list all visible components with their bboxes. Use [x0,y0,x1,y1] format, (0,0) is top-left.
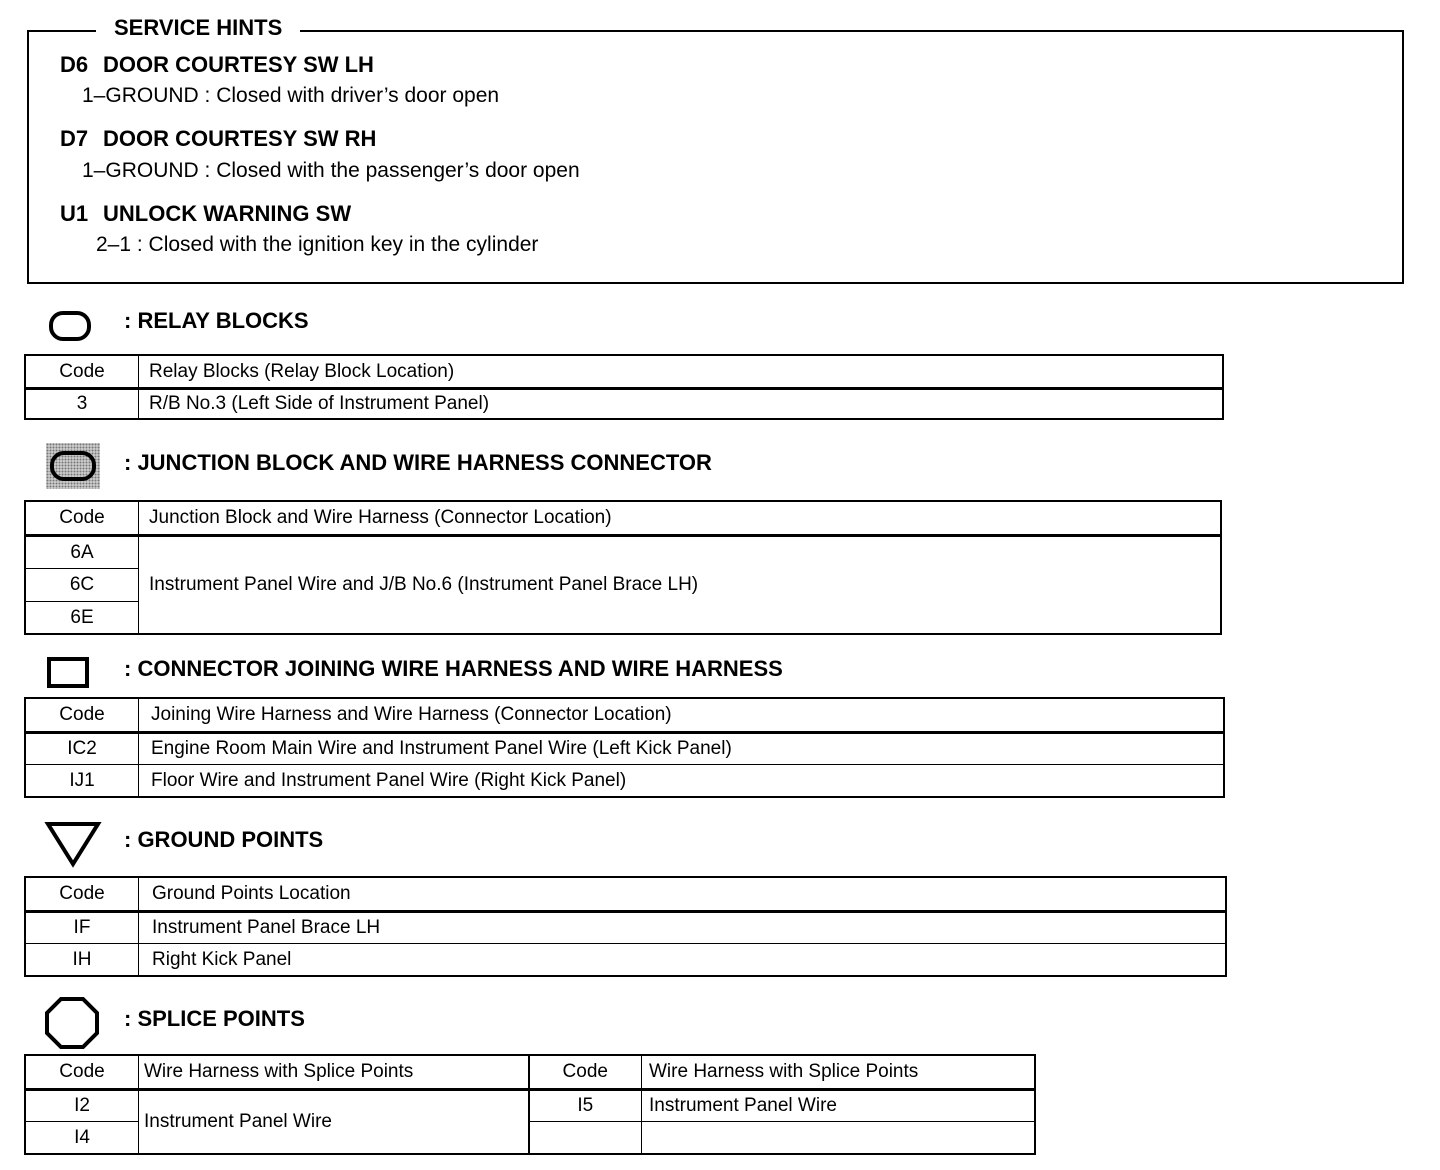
header-code: Code [529,1056,642,1090]
hint-code: D7 [60,126,89,151]
header-desc: Wire Harness with Splice Points [139,1056,529,1090]
row-code: I2 [26,1090,139,1122]
header-code: Code [26,502,139,536]
service-hints-title: SERVICE HINTS [96,14,300,42]
table-header-row [26,356,1223,389]
row-code: IH [26,944,139,976]
hint-d7-title [60,126,376,152]
row-code: I5 [529,1090,642,1122]
header-desc: Joining Wire Harness and Wire Harness (Connector Location) [139,699,1224,733]
row-code: 6A [26,536,139,569]
table-row [26,389,1223,419]
table-header-row [26,1056,1035,1090]
ground-points-title: : GROUND POINTS [124,827,324,852]
row-code: IJ1 [26,765,139,797]
header-desc: Wire Harness with Splice Points [642,1056,1035,1090]
rounded-rect-icon [49,311,91,341]
relay-blocks-title: : RELAY BLOCKS [124,308,309,333]
hint-d6-title [60,52,374,78]
header-desc: Relay Blocks (Relay Block Location) [139,356,1223,389]
splice-points-title: : SPLICE POINTS [124,1006,305,1031]
hint-name: DOOR COURTESY SW RH [103,126,377,151]
row-desc: Instrument Panel Brace LH [139,912,1226,944]
row-code: 6C [26,569,139,602]
row-code: 3 [26,389,139,419]
table-row [26,536,1221,569]
octagon-icon [44,996,100,1050]
row-desc [642,1122,1035,1154]
table-row [26,912,1226,944]
row-desc: Instrument Panel Wire [139,1090,529,1154]
table-row [26,733,1224,765]
connectors-title: : CONNECTOR JOINING WIRE HARNESS AND WIRE HARNESS [124,656,783,681]
table-header-row [26,699,1224,733]
row-code: IC2 [26,733,139,765]
row-desc: R/B No.3 (Left Side of Instrument Panel) [139,389,1223,419]
row-code: IF [26,912,139,944]
table-row [26,765,1224,797]
table-row [26,1090,1035,1122]
hint-name: DOOR COURTESY SW LH [103,52,374,77]
ground-points-table [25,877,1226,976]
down-triangle-icon [44,820,102,868]
relay-blocks-table [25,355,1223,419]
header-code: Code [26,699,139,733]
header-code: Code [26,356,139,389]
shaded-rounded-rect-icon [46,443,100,489]
connectors-table [25,698,1224,797]
header-desc: Ground Points Location [139,878,1226,912]
hint-u1-title [60,201,351,227]
splice-points-table [25,1055,1035,1154]
row-code: 6E [26,602,139,634]
hint-code: U1 [60,201,89,226]
header-desc: Junction Block and Wire Harness (Connector Location) [139,502,1221,536]
row-desc: Engine Room Main Wire and Instrument Panel Wire (Left Kick Panel) [139,733,1224,765]
hint-d7-desc: 1–GROUND : Closed with the passenger’s door open [82,159,580,182]
junction-blocks-table [25,501,1221,634]
hint-code: D6 [60,52,89,77]
hint-name: UNLOCK WARNING SW [103,201,352,226]
table-header-row [26,502,1221,536]
junction-blocks-title: : JUNCTION BLOCK AND WIRE HARNESS CONNECTOR [124,450,712,475]
row-desc: Instrument Panel Wire [642,1090,1035,1122]
row-desc: Right Kick Panel [139,944,1226,976]
table-row [26,944,1226,976]
shaded-rounded-rect-outline [50,451,96,481]
hint-d6-desc: 1–GROUND : Closed with driver’s door open [82,84,500,107]
row-code [529,1122,642,1154]
header-code: Code [26,1056,139,1090]
rect-icon [47,657,89,688]
row-desc: Instrument Panel Wire and J/B No.6 (Instrument Panel Brace LH) [139,536,1221,634]
header-code: Code [26,878,139,912]
hint-u1-desc: 2–1 : Closed with the ignition key in the cylinder [96,233,539,256]
row-desc: Floor Wire and Instrument Panel Wire (Right Kick Panel) [139,765,1224,797]
table-header-row [26,878,1226,912]
row-code: I4 [26,1122,139,1154]
